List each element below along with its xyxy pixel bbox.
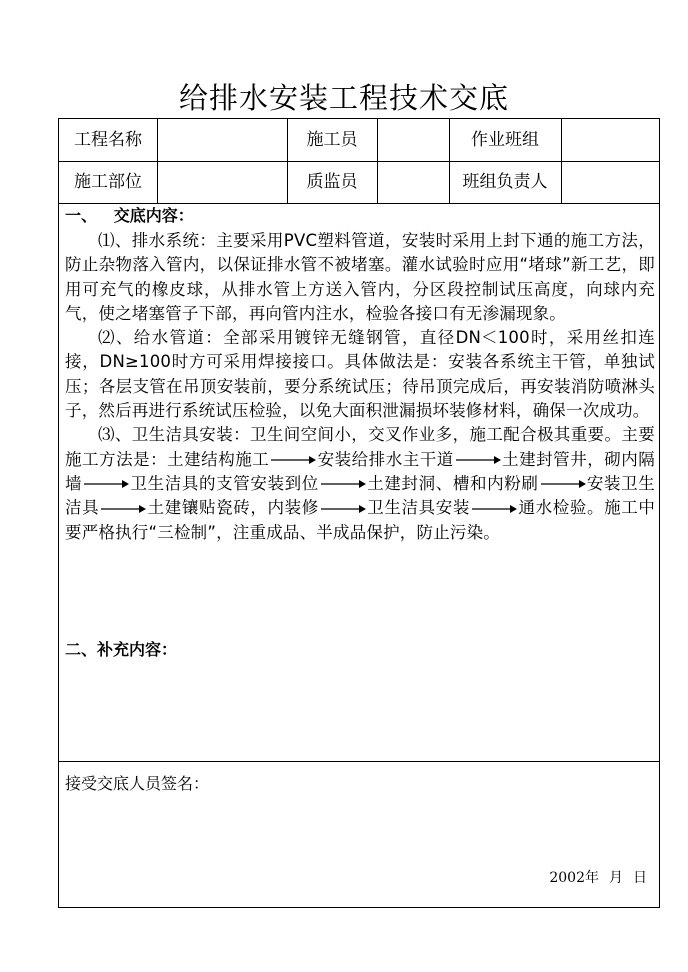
step-text: 卫生洁具的支管安装到位 (130, 473, 319, 493)
signature-date (539, 867, 647, 887)
section-handover-heading: 一、 交底内容： (65, 206, 194, 225)
arrow-right-icon (319, 478, 367, 490)
signature-label: 接受交底人员签名： (65, 774, 210, 793)
arrow-right-icon (454, 454, 502, 466)
quality-inspector-field[interactable] (377, 161, 449, 203)
quality-inspector-label: 质监员 (306, 172, 358, 192)
construction-part-field[interactable] (157, 161, 287, 203)
constructor-label: 施工员 (306, 130, 358, 150)
construction-part-label: 施工部位 (74, 172, 142, 192)
handover-form (58, 118, 660, 908)
paragraph-drainage: ⑴、排水系统：主要采用PVC塑料管道，安装时采用上封下通的施工方法，防止杂物落入管内，以保证排水管不被堵塞。灌水试验时应用“堵球”新工艺，即用可充气的橡皮球，从排水管上方送入管内，分区段控制试压高度，向球内充气，使之堵塞管子下部，再向管内注水，检验各接口有无渗漏现象。 (65, 231, 655, 323)
section-supplement-heading: 二、补充内容： (65, 640, 178, 659)
project-name-field[interactable] (157, 119, 287, 161)
step-text: 土建封管井，砌内隔墙 (65, 449, 655, 493)
arrow-right-icon (99, 503, 147, 515)
step-text: 土建镶贴瓷砖，内装修 (147, 498, 319, 518)
team-leader-label: 班组负责人 (462, 172, 548, 192)
step-text: 卫生洁具安装 (366, 498, 471, 518)
step-text: 安装卫生洁具 (65, 473, 655, 518)
paragraph-sanitary (65, 423, 655, 544)
row-divider (59, 761, 659, 762)
step-text: ⑶、卫生洁具安装：卫生间空间小，交叉作业多，施工配合极其重要。主要施工方法是：土建结构施工 (65, 425, 655, 469)
date-month: 月 (609, 870, 623, 886)
arrow-right-icon (319, 503, 367, 515)
step-text: 通水检验。施工中要严格执行“三检制”，注重成品、半成品保护，防止污染。 (65, 498, 656, 542)
document-title: 给排水安装工程技术交底 (178, 81, 509, 115)
work-team-field[interactable] (561, 119, 661, 161)
project-name-label: 工程名称 (74, 130, 142, 150)
date-year: 2002年 (549, 870, 599, 886)
arrow-right-icon (539, 478, 587, 490)
step-text: 安装给排水主干道 (317, 449, 454, 469)
team-leader-field[interactable] (561, 161, 661, 203)
arrow-right-icon (82, 478, 130, 490)
paragraph-water-supply: ⑵、给水管道：全部采用镀锌无缝钢管，直径DN＜100时，采用丝扣连接，DN≥100时方可采用焊接接口。具体做法是：安装各系统主干管，单独试压；各层支管在吊顶安装前，要分系统试压；待吊顶完成后，再安装消防喷淋头子，然后再进行系统试压检验，以免大面积泄漏损坏装修材料，确保一次成功。 (65, 328, 655, 421)
handover-content (65, 229, 655, 545)
date-day: 日 (633, 870, 647, 886)
work-team-label: 作业班组 (471, 130, 539, 150)
row-divider (59, 203, 659, 204)
step-text: 土建封洞、槽和内粉刷 (366, 473, 539, 493)
arrow-right-icon (269, 454, 317, 466)
arrow-right-icon (470, 503, 518, 515)
constructor-field[interactable] (377, 119, 449, 161)
